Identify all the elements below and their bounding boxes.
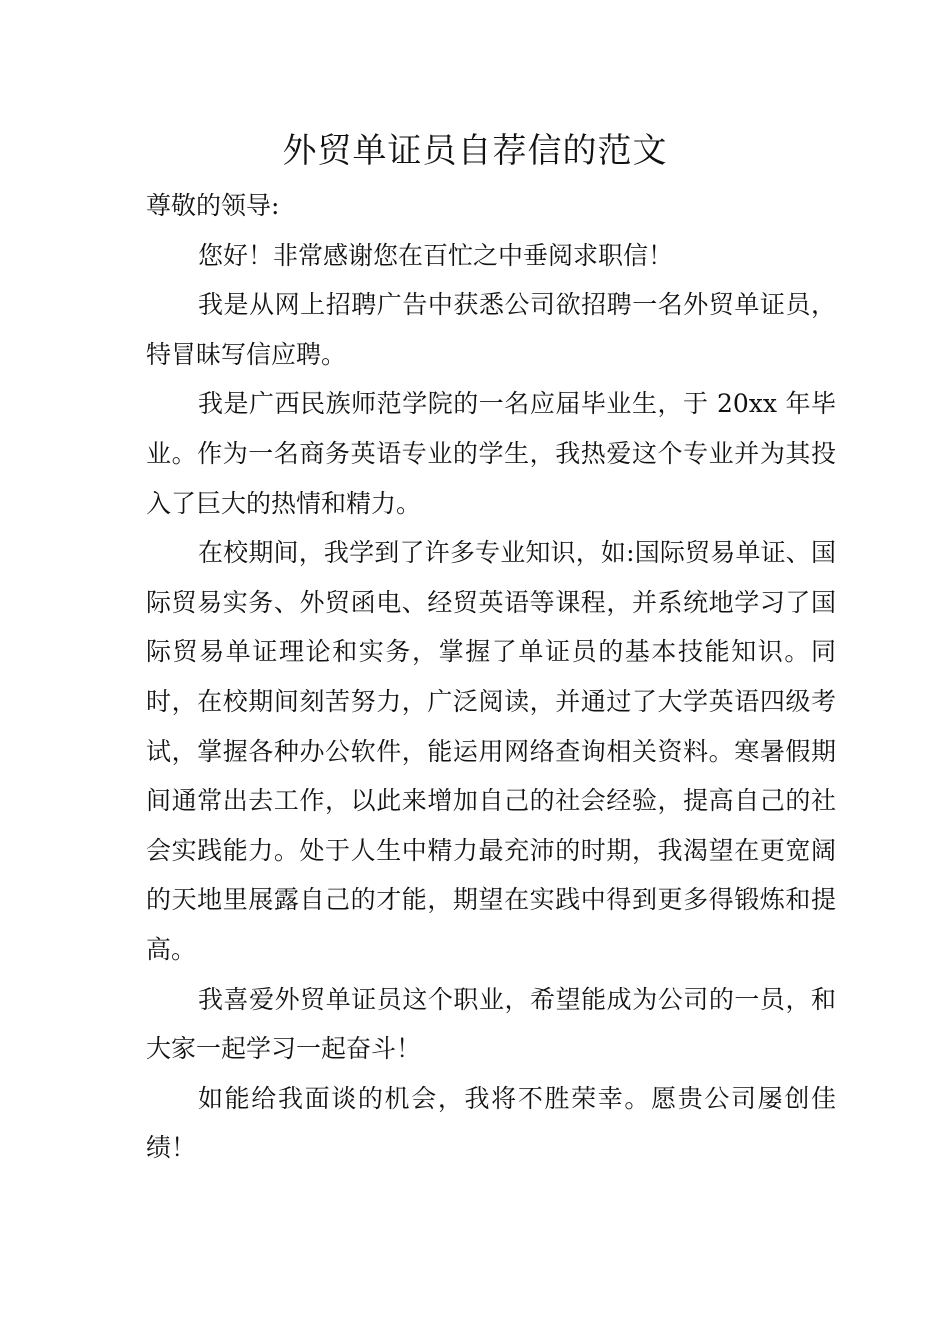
document-title: 外贸单证员自荐信的范文 [282, 131, 668, 171]
letter-body [146, 181, 836, 1173]
paragraph-background: 我是广西民族师范学院的一名应届毕业生，于 20xx 年毕业。作为一名商务英语专业的学生，我热爱这个专业并为其投入了巨大的热情和精力。 [146, 389, 836, 518]
salutation: 尊敬的领导: [146, 191, 280, 220]
paragraph-application: 我是从网上招聘广告中获悉公司欲招聘一名外贸单证员，特冒昧写信应聘。 [146, 290, 836, 369]
paragraph-greeting: 您好！非常感谢您在百忙之中垂阅求职信！ [198, 240, 674, 270]
paragraph-skills: 在校期间，我学到了许多专业知识，如:国际贸易单证、国际贸易实务、外贸函电、经贸英语等课程，并系统地学习了国际贸易单证理论和实务，掌握了单证员的基本技能知识。同时，在校期间刻苦努力，广泛阅读，并通过了大学英语四级考试，掌握各种办公软件，能运用网络查询相关资料。寒暑假期间通常出去工作，以此来增加自己的社会经验，提高自己的社会实践能力。处于人生中精力最充沛的时期，我渴望在更宽阔的天地里展露自己的才能，期望在实践中得到更多得锻炼和提高。 [146, 538, 836, 964]
paragraph-aspiration: 我喜爱外贸单证员这个职业，希望能成为公司的一员，和大家一起学习一起奋斗！ [146, 984, 836, 1064]
paragraph-closing: 如能给我面谈的机会，我将不胜荣幸。愿贵公司屡创佳绩！ [146, 1083, 836, 1163]
